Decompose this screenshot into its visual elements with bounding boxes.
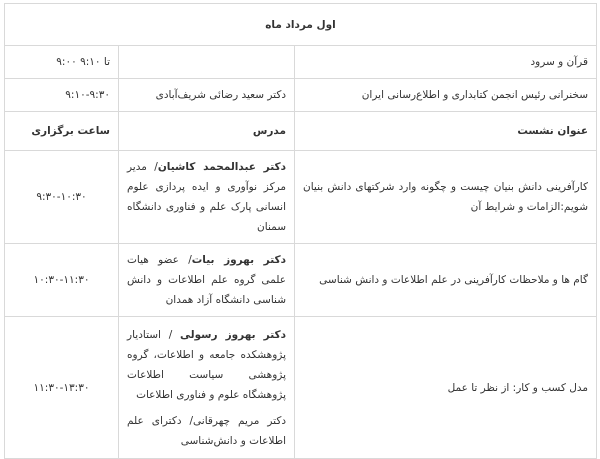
presenter-name: دکتر عبدالمحمد کاشیان — [157, 161, 286, 173]
preamble-row — [5, 46, 597, 79]
session-topic: گام ها و ملاحظات کارآفرینی در علم اطلاعات و دانش شناسی — [295, 244, 597, 317]
title-row — [5, 4, 597, 46]
presenter-name: دکتر بهروز بیات — [191, 254, 286, 266]
schedule-title: اول مرداد ماه — [5, 4, 597, 46]
preamble-row — [5, 79, 597, 112]
preamble-time: ۹:۰۰ تا ۹:۱۰ — [5, 46, 119, 79]
session-topic: کارآفرینی دانش بنیان چیست و چگونه وارد شرکتهای دانش بنیان شویم:الزامات و شرایط آن — [295, 151, 597, 244]
session-row — [5, 151, 597, 244]
header-presenter: مدرس — [119, 112, 295, 151]
preamble-topic: قرآن و سرود — [295, 46, 597, 79]
session-row — [5, 244, 597, 317]
session-presenter — [119, 151, 295, 244]
header-time: ساعت برگزاری — [5, 112, 119, 151]
preamble-presenter — [119, 46, 295, 79]
session-row — [5, 317, 597, 459]
preamble-topic: سخنرانی رئیس انجمن کتابداری و اطلاع‌رسانی ایران — [295, 79, 597, 112]
header-topic: عنوان نشست — [295, 112, 597, 151]
session-time: ۱۰:۳۰-۱۱:۳۰ — [5, 244, 119, 317]
session-time: ۹:۳۰-۱۰:۳۰ — [5, 151, 119, 244]
session-presenter — [119, 317, 295, 459]
session-presenter — [119, 244, 295, 317]
schedule-table — [4, 3, 597, 459]
presenter-desc: / عضو هیات علمی گروه علم اطلاعات و دانش شناسی دانشگاه آزاد همدان — [127, 254, 286, 306]
presenter-desc: دکتر مریم چهرقانی/ دکترای علم اطلاعات و دانش‌شناسی — [127, 414, 286, 447]
preamble-time: ۹:۱۰-۹:۳۰ — [5, 79, 119, 112]
session-topic: مدل کسب و کار: از نظر تا عمل — [295, 317, 597, 459]
session-time: ۱۱:۳۰-۱۳:۳۰ — [5, 317, 119, 459]
presenter-desc: / مدیر مرکز نوآوری و ایده پردازی علوم انسانی پارک علم و فناوری دانشگاه سمنان — [127, 161, 286, 233]
presenter-name: دکتر بهروز رسولی — [180, 328, 286, 341]
header-row — [5, 112, 597, 151]
presenter-desc: / استادیار پژوهشکده جامعه و اطلاعات، گروه پژوهشی سیاست اطلاعات پژوهشگاه علوم و فناوری اطلاعات — [127, 328, 286, 401]
preamble-presenter: دکتر سعید رضائی شریف‌آبادی — [119, 79, 295, 112]
